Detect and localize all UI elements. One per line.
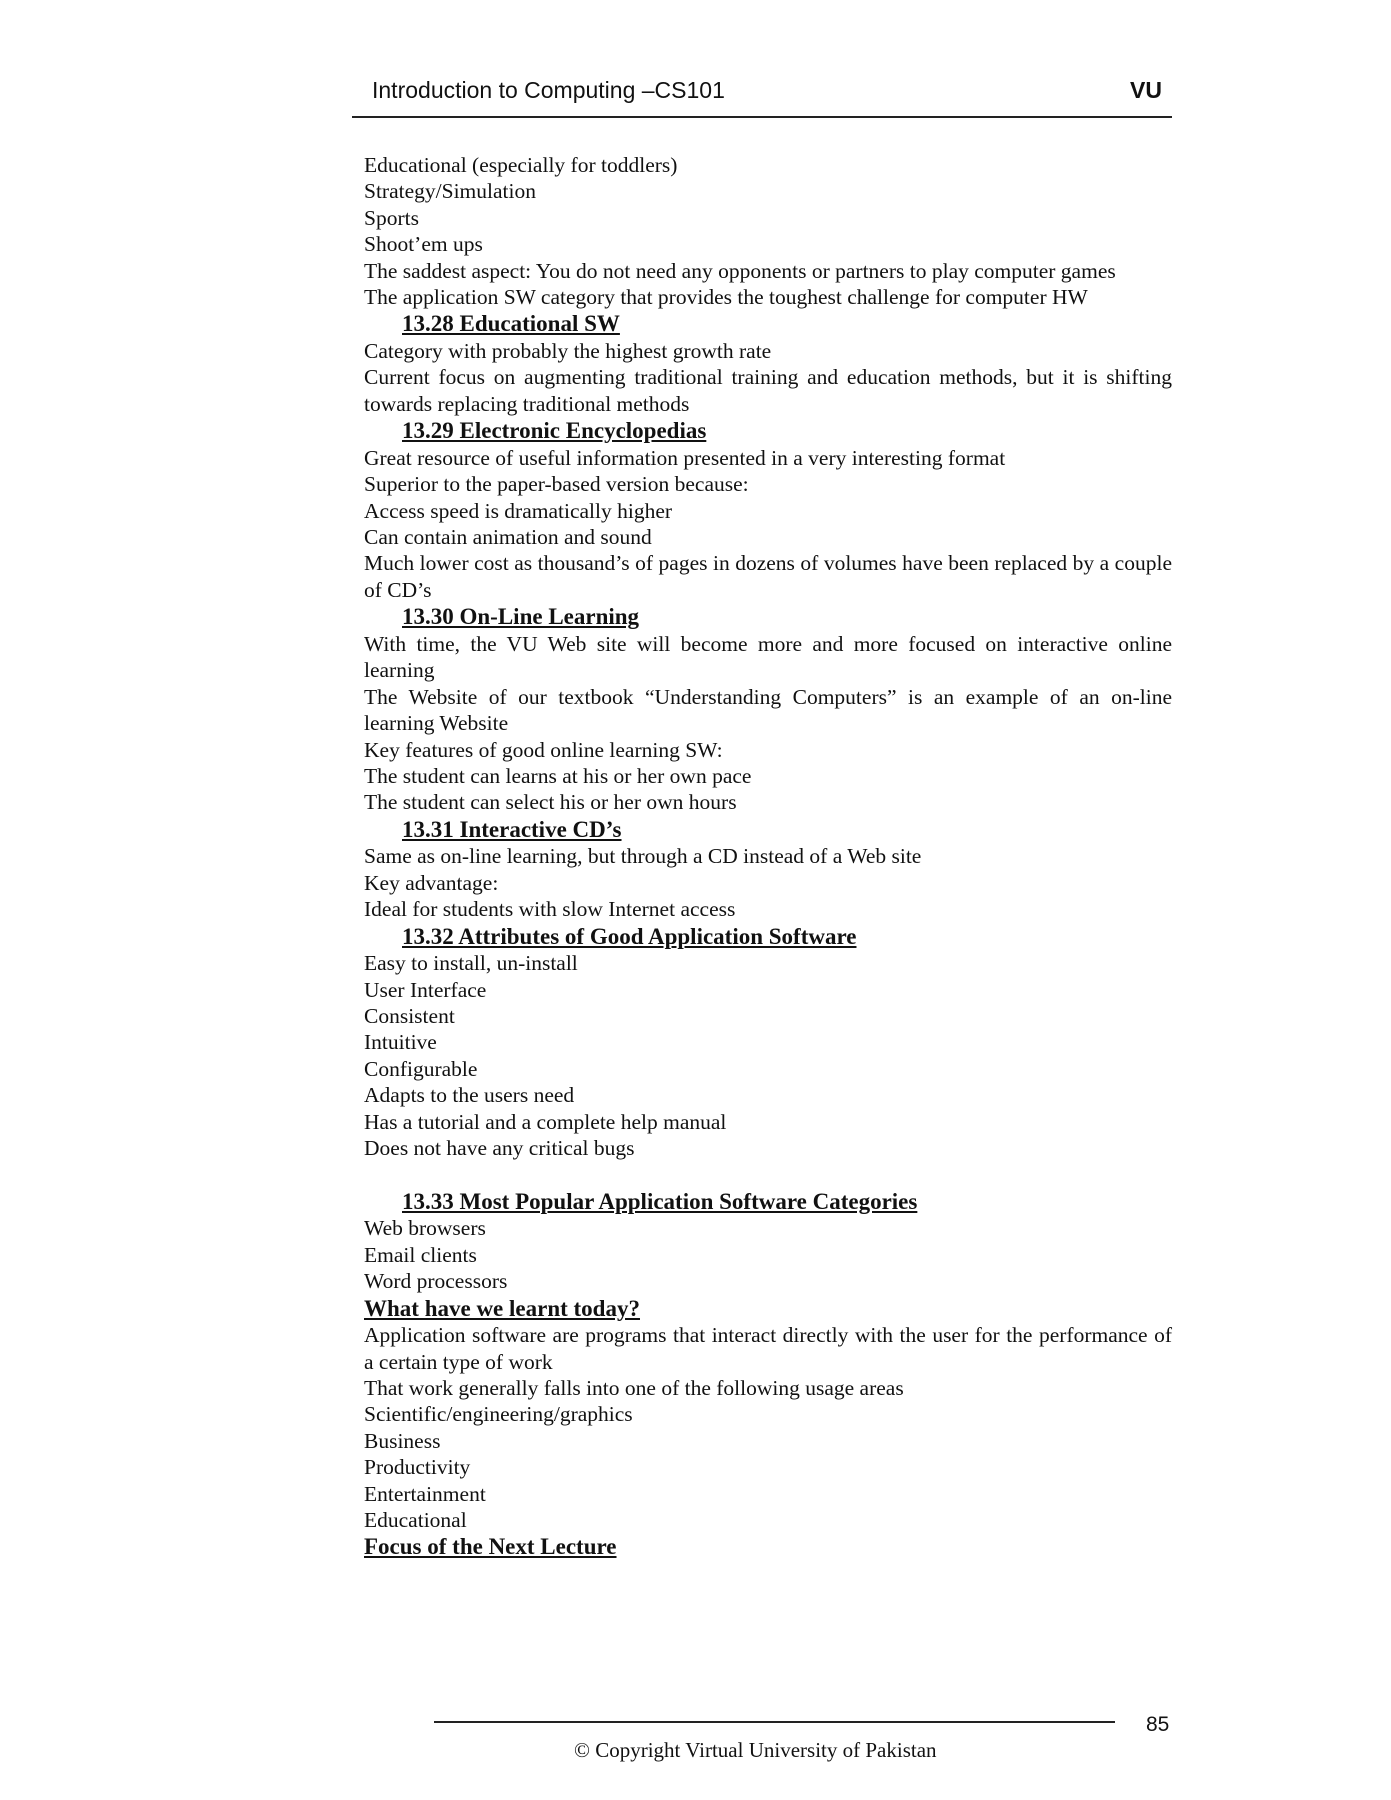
body-line: Key advantage: — [364, 870, 499, 895]
body-line: Entertainment — [364, 1481, 486, 1506]
body-line: That work generally falls into one of the following usage areas — [364, 1375, 904, 1400]
body-line: Ideal for students with slow Internet access — [364, 897, 736, 922]
body-line: Sports — [364, 205, 419, 230]
body-line: Has a tutorial and a complete help manual — [364, 1109, 727, 1134]
body-line: Does not have any critical bugs — [364, 1135, 635, 1160]
body-line: Access speed is dramatically higher — [364, 498, 673, 523]
body-line: The student can learns at his or her own pace — [364, 763, 752, 788]
body-line: The application SW category that provides the toughest challenge for computer HW — [364, 285, 1088, 310]
body-line: Application software are programs that interact directly with the user for the performance of a certain type of work — [364, 1323, 1172, 1374]
body-line: Consistent — [364, 1003, 455, 1028]
section-heading-attributes-good-software: 13.32 Attributes of Good Application Software — [402, 923, 857, 949]
course-title: Introduction to Computing –CS101 — [372, 77, 725, 103]
summary-heading: What have we learnt today? — [364, 1295, 640, 1321]
body-line: The student can select his or her own hours — [364, 790, 737, 815]
page-body — [364, 152, 1172, 1561]
body-line: Great resource of useful information presented in a very interesting format — [364, 445, 1006, 470]
section-heading-online-learning: 13.30 On-Line Learning — [402, 604, 640, 630]
body-line: The Website of our textbook “Understanding Computers” is an example of an on-line learning Website — [364, 684, 1172, 736]
body-line: Word processors — [364, 1269, 508, 1294]
body-line: Key features of good online learning SW: — [364, 737, 723, 762]
body-line: With time, the VU Web site will become more and more focused on interactive online learning — [364, 631, 1172, 683]
body-line: Educational — [364, 1508, 467, 1533]
body-line: Superior to the paper-based version because: — [364, 472, 749, 497]
body-line: Web browsers — [364, 1216, 486, 1241]
copyright-notice: © Copyright Virtual University of Pakistan — [574, 1738, 937, 1762]
body-line: Strategy/Simulation — [364, 179, 536, 204]
body-line: User Interface — [364, 977, 487, 1002]
body-line: Scientific/engineering/graphics — [364, 1402, 633, 1427]
next-lecture-heading: Focus of the Next Lecture — [364, 1534, 617, 1560]
body-line: Easy to install, un-install — [364, 951, 578, 976]
university-abbreviation: VU — [1130, 77, 1162, 103]
body-line: Adapts to the users need — [364, 1083, 575, 1108]
body-line: Educational (especially for toddlers) — [364, 153, 678, 177]
section-heading-educational-sw: 13.28 Educational SW — [402, 311, 620, 337]
body-line: Email clients — [364, 1242, 477, 1267]
body-line: Configurable — [364, 1056, 478, 1081]
body-line: Business — [364, 1428, 441, 1453]
page-number: 85 — [1146, 1713, 1170, 1736]
body-line: Productivity — [364, 1455, 471, 1480]
body-line: Category with probably the highest growth rate — [364, 339, 772, 364]
footer-rule — [434, 1721, 1115, 1723]
section-heading-popular-categories: 13.33 Most Popular Application Software Categories — [402, 1188, 918, 1214]
section-heading-interactive-cds: 13.31 Interactive CD’s — [402, 816, 622, 842]
body-line: Intuitive — [364, 1030, 437, 1055]
body-line: Shoot’em ups — [364, 232, 483, 257]
body-line: The saddest aspect: You do not need any opponents or partners to play computer games — [364, 258, 1116, 283]
page-header — [352, 76, 1172, 118]
spacer — [364, 1161, 1172, 1187]
section-heading-electronic-encyclopedias: 13.29 Electronic Encyclopedias — [402, 418, 707, 444]
body-line: Can contain animation and sound — [364, 525, 652, 550]
body-line: Same as on-line learning, but through a CD instead of a Web site — [364, 844, 922, 869]
body-line: Current focus on augmenting traditional training and education methods, but it is shifting towards replacing traditional methods — [364, 365, 1172, 416]
body-line: Much lower cost as thousand’s of pages in dozens of volumes have been replaced by a couple of CD’s — [364, 551, 1172, 602]
